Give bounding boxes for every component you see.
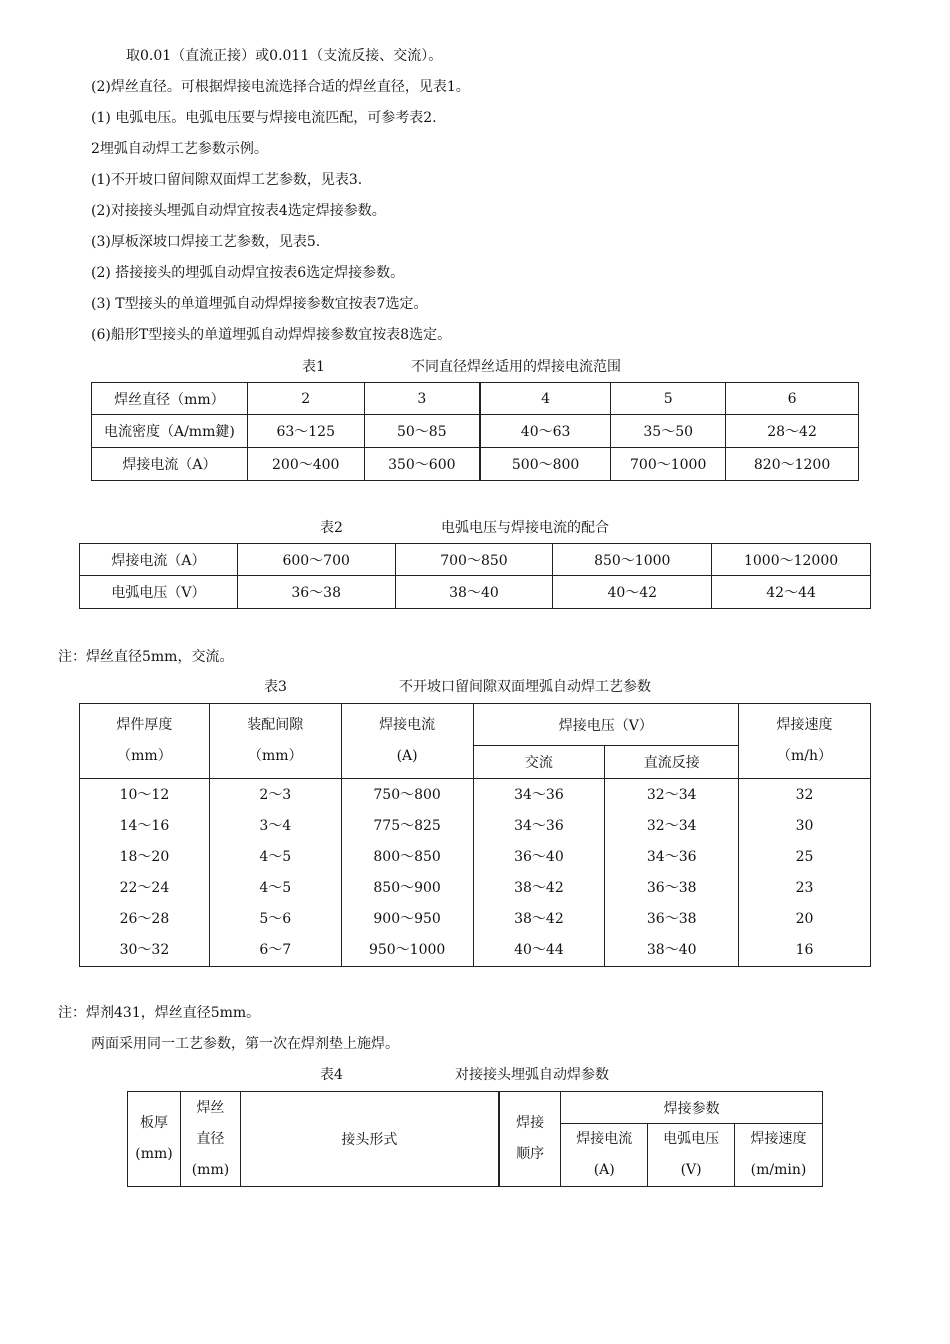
table4-header-current (561, 1124, 648, 1187)
table3-cell: 34～36 (514, 817, 564, 834)
table3-col-gap (209, 779, 341, 967)
table3-header-thickness (80, 704, 210, 779)
table4 (127, 1091, 823, 1187)
table1-cell: 63～125 (247, 415, 364, 448)
table3-cell: 22～24 (119, 879, 170, 896)
table2-cell: 40～42 (553, 576, 712, 609)
table3-cell: 3～4 (259, 817, 292, 834)
table1-label: 表1 (302, 359, 325, 375)
table3 (79, 703, 871, 967)
table4-header-wire-line3: (mm) (191, 1161, 230, 1178)
paragraph-wire-diameter: (2)焊丝直径。可根据焊接电流选择合适的焊丝直径，见表1。 (91, 79, 470, 95)
table4-header-order-line2: 顺序 (516, 1146, 545, 1162)
table4-header-voltage-line1: 电弧电压 (663, 1131, 720, 1147)
table2-cell: 42～44 (712, 576, 871, 609)
table3-header-ac: 交流 (473, 746, 605, 779)
table4-header-wire (180, 1092, 240, 1187)
table4-header-thickness (128, 1092, 181, 1187)
table3-note-1: 注：焊剂431，焊丝直径5mm。 (58, 1005, 261, 1021)
table2-cell: 38～40 (395, 576, 553, 609)
table1-cell: 820～1200 (726, 448, 859, 481)
table2-row (80, 544, 871, 576)
table4-header-voltage-line2: (V) (680, 1162, 702, 1178)
table1-cell: 500～800 (480, 448, 611, 481)
table1-cell: 焊接电流（A） (92, 448, 248, 481)
table1 (91, 382, 859, 481)
table1-cell: 40～63 (480, 415, 611, 448)
paragraph-item-5: (3) T型接头的单道埋弧自动焊焊接参数宜按表7选定。 (91, 296, 428, 312)
table3-header-gap (209, 704, 341, 779)
table4-header-speed-line1: 焊接速度 (750, 1131, 807, 1147)
table1-row (92, 448, 859, 481)
table3-col-current (341, 779, 473, 967)
table4-header-params: 焊接参数 (561, 1092, 823, 1124)
table3-cell: 34～36 (646, 848, 697, 865)
table3-cell: 30～32 (119, 941, 170, 958)
table1-cell: 4 (480, 383, 611, 415)
table3-cell: 23 (795, 879, 814, 896)
table1-cell: 350～600 (364, 448, 480, 481)
table3-cell: 900～950 (373, 910, 441, 927)
table3-cell: 32～34 (646, 817, 697, 834)
table3-cell: 10～12 (119, 786, 170, 803)
table2-cell: 36～38 (237, 576, 395, 609)
table3-col-dc (605, 779, 739, 967)
paragraph-item-3: (3)厚板深坡口焊接工艺参数，见表5. (91, 234, 321, 250)
table3-cell: 36～38 (646, 910, 697, 927)
table4-header-row (128, 1092, 823, 1124)
table3-cell: 32 (795, 786, 814, 803)
table1-row (92, 415, 859, 448)
table3-cell: 800～850 (373, 848, 441, 865)
table3-label: 表3 (264, 679, 287, 695)
paragraph-arc-voltage: (1) 电弧电压。电弧电压要与焊接电流匹配，可参考表2. (91, 110, 437, 126)
table3-note-2: 两面采用同一工艺参数，第一次在焊剂垫上施焊。 (91, 1036, 399, 1052)
table2-cell: 电弧电压（V） (80, 576, 238, 609)
table2-cell: 850～1000 (553, 544, 712, 576)
table4-header-speed-line2: (m/min) (750, 1162, 807, 1178)
table3-cell: 36～40 (514, 848, 564, 865)
table3-cell: 750～800 (373, 786, 441, 803)
table3-cell: 25 (795, 848, 814, 865)
table3-cell: 4～5 (259, 879, 292, 896)
table3-cell: 32～34 (646, 786, 697, 803)
table3-cell: 850～900 (373, 879, 441, 896)
table2 (79, 543, 871, 609)
table3-body-row (80, 779, 871, 967)
table4-title: 对接接头埋弧自动焊参数 (455, 1067, 609, 1083)
table3-cell: 2～3 (259, 786, 292, 803)
table1-title: 不同直径焊丝适用的焊接电流范围 (411, 359, 621, 375)
table3-cell: 26～28 (119, 910, 170, 927)
table1-cell: 焊丝直径（mm） (92, 383, 248, 415)
table1-cell: 3 (364, 383, 480, 415)
table2-cell: 600～700 (237, 544, 395, 576)
table1-cell: 5 (611, 383, 726, 415)
table3-header-thickness-line1: 焊件厚度 (116, 717, 173, 733)
table3-cell: 38～40 (646, 941, 697, 958)
table3-cell: 34～36 (514, 786, 564, 803)
table2-row (80, 576, 871, 609)
table4-header-order (499, 1092, 561, 1187)
paragraph-item-6: (6)船形T型接头的单道埋弧自动焊焊接参数宜按表8选定。 (91, 327, 452, 343)
table4-header-joint: 接头形式 (240, 1092, 499, 1187)
table1-cell: 28～42 (726, 415, 859, 448)
table2-title: 电弧电压与焊接电流的配合 (441, 520, 609, 536)
table1-cell: 电流密度（A/mm鍵) (92, 415, 248, 448)
table3-header-gap-line1: 装配间隙 (247, 717, 304, 733)
table1-cell: 200～400 (247, 448, 364, 481)
table3-cell: 14～16 (119, 817, 170, 834)
table1-cell: 50～85 (364, 415, 480, 448)
table4-header-thickness-line1: 板厚 (139, 1115, 168, 1131)
table3-header-thickness-line2: （mm） (117, 748, 172, 764)
table3-cell: 38～42 (514, 879, 564, 896)
table1-cell: 35～50 (611, 415, 726, 448)
paragraph-intro: 取0.01（直流正接）或0.011（支流反接、交流）。 (126, 48, 443, 64)
table4-header-current-line2: (A) (593, 1162, 615, 1178)
table4-header-thickness-line2: (mm) (135, 1146, 173, 1162)
table3-title: 不开坡口留间隙双面埋弧自动焊工艺参数 (399, 679, 651, 695)
table1-row (92, 383, 859, 415)
table3-cell: 5～6 (259, 910, 292, 927)
table1-cell: 2 (247, 383, 364, 415)
table4-header-current-line1: 焊接电流 (576, 1131, 633, 1147)
table2-cell: 700～850 (395, 544, 553, 576)
table3-cell: 36～38 (646, 879, 697, 896)
table3-header-voltage: 焊接电压（V） (473, 704, 739, 746)
table3-header-dc: 直流反接 (605, 746, 739, 779)
paragraph-item-2: (2)对接接头埋弧自动焊宜按表4选定焊接参数。 (91, 203, 386, 219)
table2-cell: 1000～12000 (712, 544, 871, 576)
table1-cell: 6 (726, 383, 859, 415)
paragraph-item-4: (2) 搭接接头的埋弧自动焊宜按表6选定焊接参数。 (91, 265, 405, 281)
table3-cell: 775～825 (373, 817, 441, 834)
table3-cell: 20 (795, 910, 814, 927)
table3-cell: 16 (795, 941, 814, 958)
table3-col-ac (473, 779, 605, 967)
table4-header-wire-line1: 焊丝 (196, 1099, 225, 1116)
table3-cell: 6～7 (259, 941, 292, 958)
table2-note: 注：焊丝直径5mm，交流。 (58, 649, 234, 665)
table3-cell: 18～20 (119, 848, 170, 865)
table3-header-speed-line2: （m/h） (777, 748, 833, 764)
table4-header-order-line1: 焊接 (516, 1115, 545, 1131)
table3-header-speed-line1: 焊接速度 (776, 717, 833, 733)
table3-header-speed (739, 704, 871, 779)
table4-header-wire-line2: 直径 (196, 1130, 225, 1147)
paragraph-examples: 2埋弧自动焊工艺参数示例。 (91, 141, 268, 157)
table4-label: 表4 (320, 1067, 343, 1083)
table3-header-row (80, 704, 871, 746)
table3-header-current-line2: (A) (396, 748, 418, 764)
table1-cell: 700～1000 (611, 448, 726, 481)
table3-cell: 40～44 (514, 941, 564, 958)
paragraph-item-1: (1)不开坡口留间隙双面焊工艺参数，见表3. (91, 172, 363, 188)
table3-header-current-line1: 焊接电流 (379, 717, 436, 733)
table2-label: 表2 (320, 520, 343, 536)
table3-cell: 38～42 (514, 910, 564, 927)
table2-cell: 焊接电流（A） (80, 544, 238, 576)
table4-header-speed (735, 1124, 823, 1187)
table3-cell: 4～5 (259, 848, 292, 865)
table3-col-speed (739, 779, 871, 967)
table4-header-voltage (648, 1124, 735, 1187)
table3-cell: 950～1000 (368, 941, 446, 958)
table3-header-current (341, 704, 473, 779)
table3-cell: 30 (795, 817, 814, 834)
table3-col-thickness (80, 779, 210, 967)
table3-header-gap-line2: （mm） (248, 748, 303, 764)
